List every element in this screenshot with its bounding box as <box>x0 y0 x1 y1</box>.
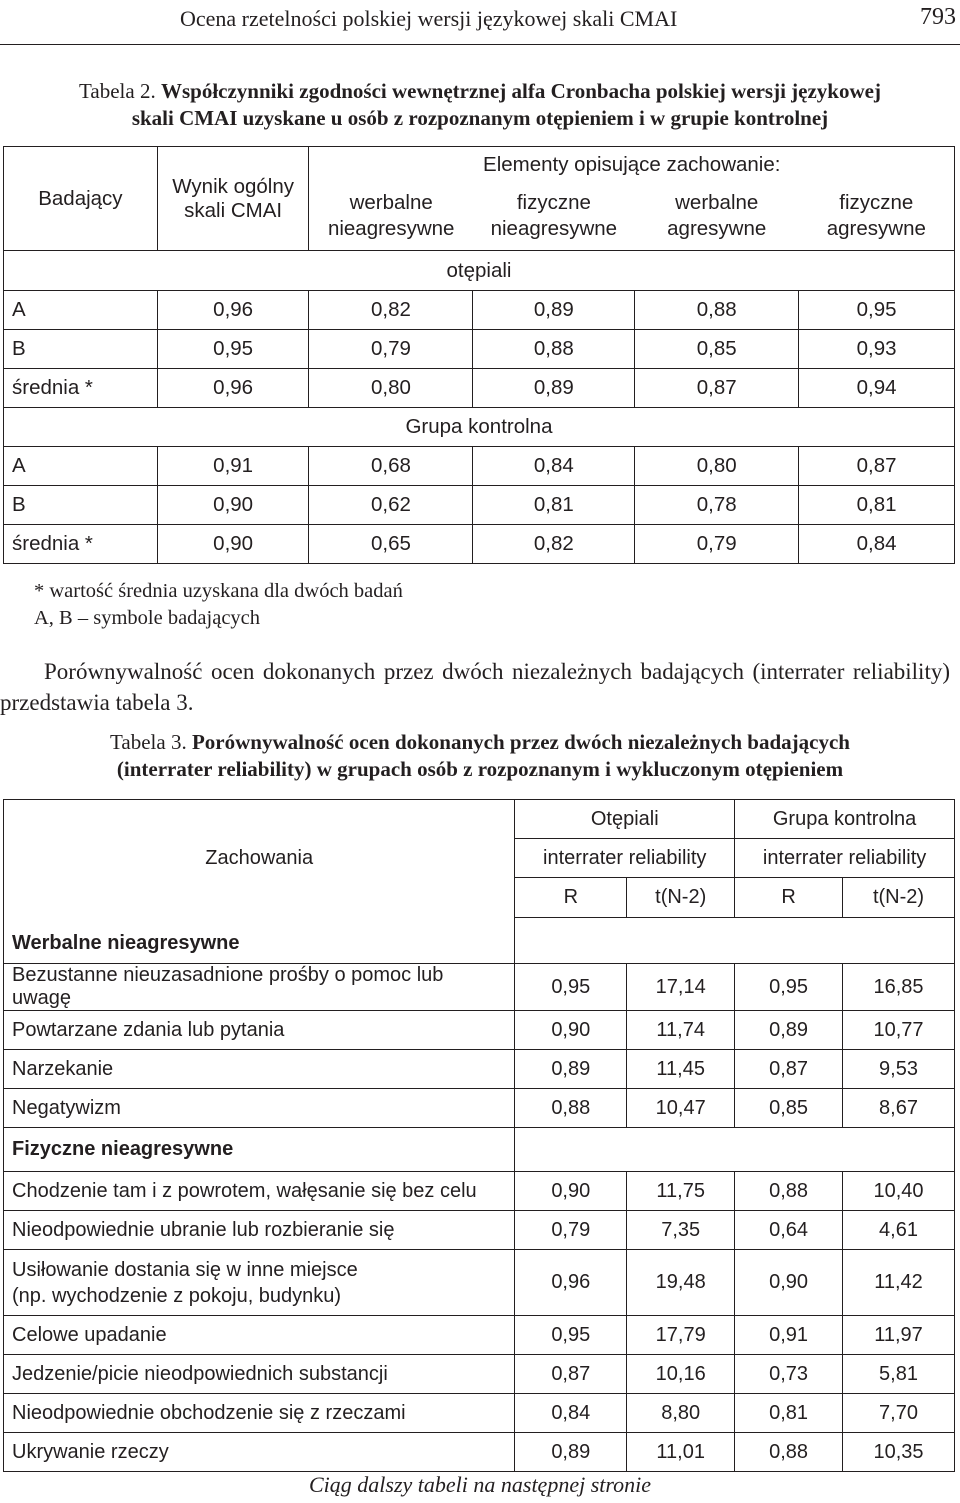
table3-header-group1: Otępiali <box>515 800 735 839</box>
table-row: Powtarzane zdania lub pytania 0,90 11,74 0,89 10,77 <box>4 1011 955 1050</box>
table3-subheader: interrater reliability <box>735 839 955 878</box>
table-row: Bezustanne nieuzasadnione prośby o pomoc lub uwagę 0,95 17,14 0,95 16,85 <box>4 964 955 1011</box>
continuation-note: Ciąg dalszy tabeli na następnej stronie <box>309 1472 651 1497</box>
running-header <box>0 0 960 46</box>
table3-header-behaviour: Zachowania <box>4 800 515 918</box>
header-rule <box>0 44 960 45</box>
running-title: Ocena rzetelności polskiej wersji językowej skali CMAI <box>180 6 678 31</box>
table-row: Jedzenie/picie nieodpowiednich substancji 0,87 10,16 0,73 5,81 <box>4 1355 955 1394</box>
table2-header-group: Elementy opisujące zachowanie: <box>309 147 955 183</box>
body-paragraph: Porównywalność ocen dokonanych przez dwóch niezależnych badających (interrater reliability) przedstawia tabela 3. <box>0 659 950 715</box>
table3-col-r: R <box>515 878 627 918</box>
page-number: 793 <box>920 4 956 30</box>
table2-subheader: fizyczne nieagresywne <box>490 191 618 241</box>
table2-caption-line1: Współczynniki zgodności wewnętrznej alfa Cronbacha polskiej wersji językowej <box>160 79 881 103</box>
table2-section-label: otępiali <box>4 251 955 291</box>
table2-subheader: werbalne agresywne <box>667 191 767 241</box>
table2-subheader: fizyczne agresywne <box>799 183 955 251</box>
table3-col-t: t(N-2) <box>843 878 955 918</box>
table3-col-t: t(N-2) <box>627 878 735 918</box>
table-row: Nieodpowiednie ubranie lub rozbieranie się 0,79 7,35 0,64 4,61 <box>4 1211 955 1250</box>
table-row: Ukrywanie rzeczy 0,89 11,01 0,88 10,35 <box>4 1433 955 1472</box>
table3-caption-line1: Porównywalność ocen dokonanych przez dwóch niezależnych badających <box>191 730 850 754</box>
table-row: Usiłowanie dostania się w inne miejsce (np. wychodzenie z pokoju, budynku) 0,96 19,48 0,90 11,42 <box>4 1250 955 1316</box>
table-row: Chodzenie tam i z powrotem, wałęsanie się bez celu 0,90 11,75 0,88 10,40 <box>4 1172 955 1211</box>
table2-caption-line2: skali CMAI uzyskane u osób z rozpoznanym otępieniem i w grupie kontrolnej <box>131 106 829 130</box>
table3-section-title: Werbalne nieagresywne <box>4 918 515 964</box>
table-row: Nieodpowiednie obchodzenie się z rzeczami 0,84 8,80 0,81 7,70 <box>4 1394 955 1433</box>
table3 <box>3 799 955 1472</box>
table-row: A 0,91 0,68 0,84 0,80 0,87 <box>4 447 955 486</box>
table-row: Narzekanie 0,89 11,45 0,87 9,53 <box>4 1050 955 1089</box>
table2 <box>3 146 955 564</box>
footnote: A, B – symbole badających <box>34 607 261 629</box>
table2-header-rater: Badający <box>4 147 158 251</box>
table-row: B 0,95 0,79 0,88 0,85 0,93 <box>4 330 955 369</box>
table2-footnotes <box>34 578 403 632</box>
table-row: średnia * 0,96 0,80 0,89 0,87 0,94 <box>4 369 955 408</box>
footnote: * wartość średnia uzyskana dla dwóch badań <box>34 580 403 602</box>
table-row: Celowe upadanie 0,95 17,79 0,91 11,97 <box>4 1316 955 1355</box>
table3-caption-line2: (interrater reliability) w grupach osób z rozpoznanym i wykluczonym otępieniem <box>116 757 844 781</box>
table2-section-label: Grupa kontrolna <box>4 408 955 447</box>
table3-col-r: R <box>735 878 843 918</box>
table-row: B 0,90 0,62 0,81 0,78 0,81 <box>4 486 955 525</box>
table2-subheader: werbalne nieagresywne <box>309 183 473 251</box>
table3-caption <box>0 729 960 783</box>
table-row: A 0,96 0,82 0,89 0,88 0,95 <box>4 291 955 330</box>
table3-section-title: Fizyczne nieagresywne <box>4 1128 515 1172</box>
table2-caption-prefix: Tabela 2. <box>79 79 156 103</box>
table3-subheader: interrater reliability <box>515 839 735 878</box>
table-row: średnia * 0,90 0,65 0,82 0,79 0,84 <box>4 525 955 564</box>
table3-caption-prefix: Tabela 3. <box>110 730 187 754</box>
table2-header-total: Wynik ogólny skali CMAI <box>157 147 309 251</box>
table3-header-group2: Grupa kontrolna <box>735 800 955 839</box>
table2-caption <box>0 78 960 132</box>
table-row: Negatywizm 0,88 10,47 0,85 8,67 <box>4 1089 955 1128</box>
